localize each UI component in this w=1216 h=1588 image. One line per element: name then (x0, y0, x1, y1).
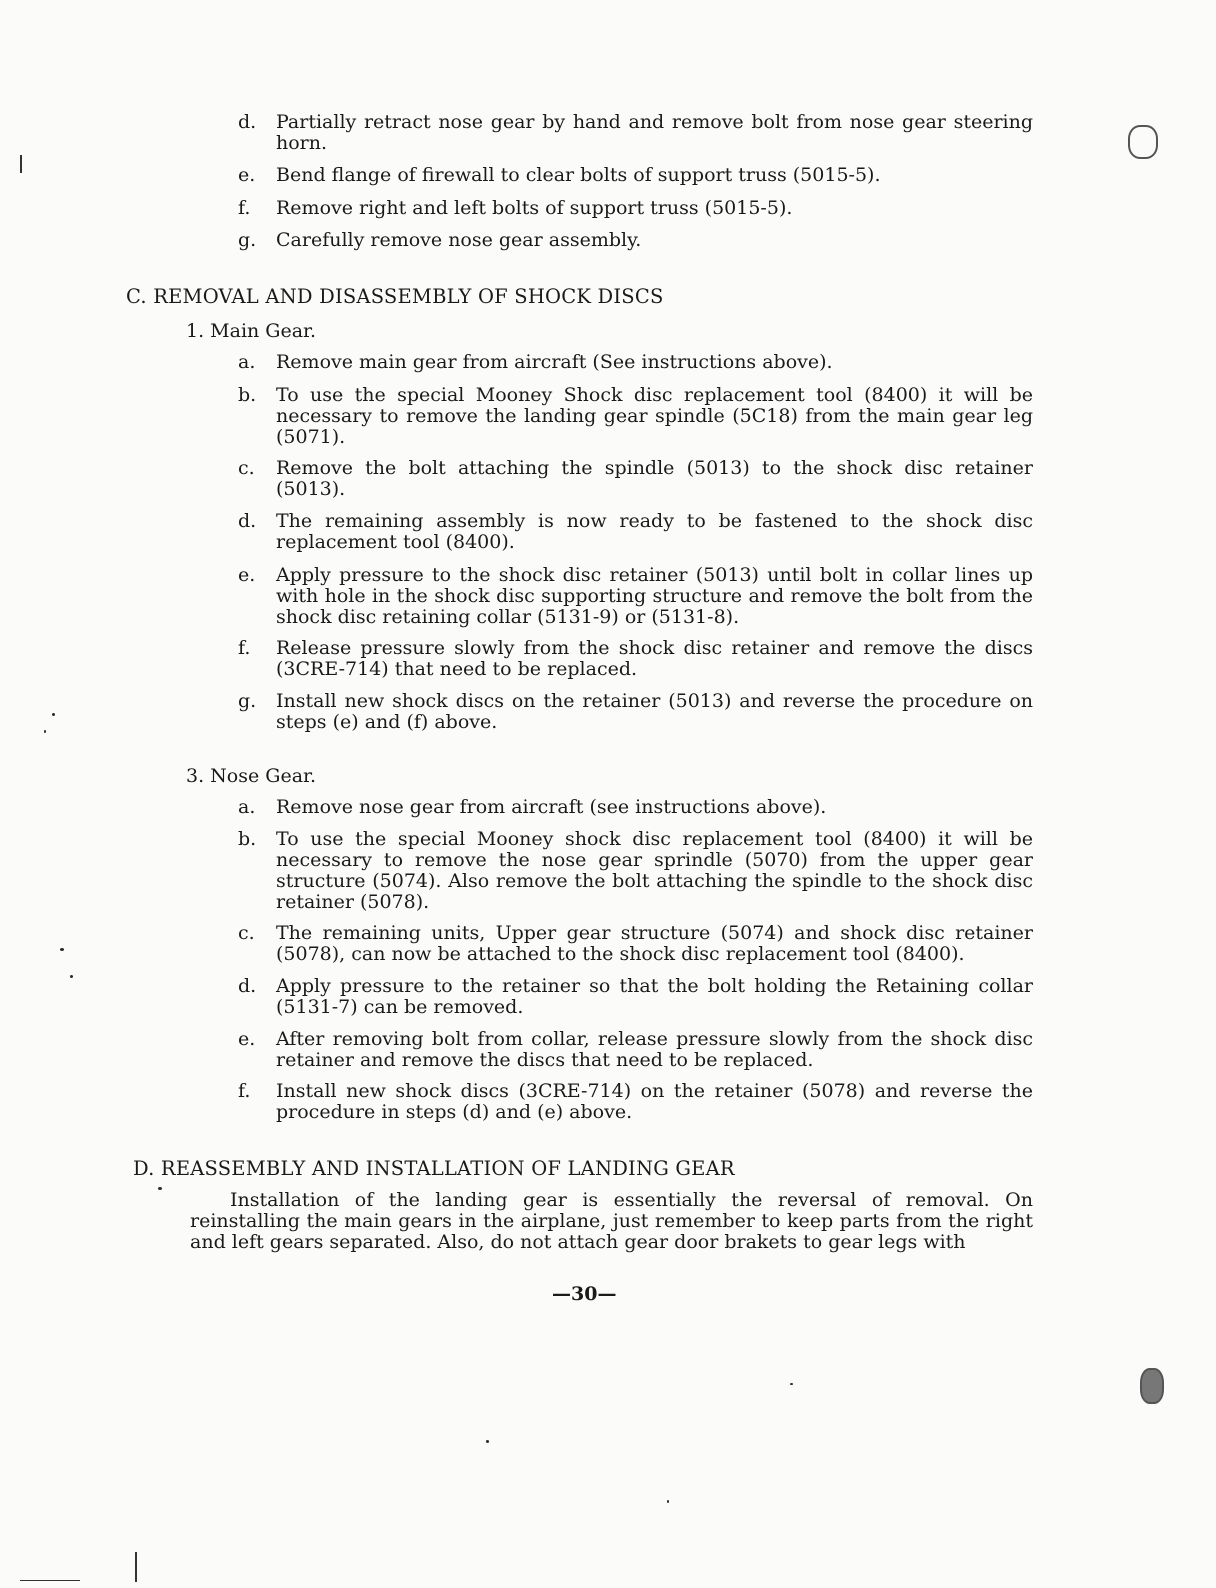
scan-mark (20, 1580, 80, 1581)
item-text: Remove right and left bolts of support truss (5015-5). (276, 197, 793, 219)
item-text: To use the special Mooney Shock disc replacement tool (8400) it will be necessary to remove the landing gear spindle (5C18) from the main gear leg (5071). (276, 384, 1033, 448)
item-letter: a. (238, 351, 256, 373)
list-item (238, 1029, 1033, 1071)
item-letter: d. (238, 975, 257, 997)
subsection-heading-nose-gear: 3. Nose Gear. (186, 765, 317, 787)
subsection-heading-main-gear: 1. Main Gear. (186, 320, 317, 342)
item-letter: d. (238, 510, 257, 532)
item-letter: d. (238, 111, 257, 133)
item-text: Release pressure slowly from the shock disc retainer and remove the discs (3CRE-714) that need to be replaced. (276, 637, 1033, 680)
item-text: Remove nose gear from aircraft (see instructions above). (276, 796, 827, 818)
list-item (238, 112, 1033, 154)
item-text: To use the special Mooney shock disc replacement tool (8400) it will be necessary to remove the nose gear sprindle (5070) from the upper gear structure (5074). Also remove the bolt attaching the spindle to the shock disc retainer (5078). (276, 828, 1033, 913)
item-text: Apply pressure to the shock disc retainer (5013) until bolt in collar lines up with hole in the shock disc supporting structure and remove the bolt from the shock disc retaining collar (5131-9) or (5131-8). (276, 564, 1033, 628)
item-letter: f. (238, 197, 251, 219)
scan-mark (135, 1552, 137, 1582)
section-d-paragraph: Installation of the landing gear is essentially the reversal of removal. On reinstalling the main gears in the airplane, just remember to keep parts from the right and left gears separated. Also, do not attach gear door brakets to gear legs with (190, 1189, 1033, 1253)
scan-speck (60, 948, 64, 951)
item-text: Remove main gear from aircraft (See instructions above). (276, 351, 833, 373)
scan-speck (667, 1500, 669, 1503)
item-text: The remaining assembly is now ready to be fastened to the shock disc replacement tool (8400). (276, 510, 1033, 553)
list-item (238, 638, 1033, 680)
list-item (238, 565, 1033, 628)
item-text: The remaining units, Upper gear structure (5074) and shock disc retainer (5078), can now be attached to the shock disc replacement tool (8400). (276, 922, 1033, 965)
list-item (238, 198, 1033, 219)
item-text: Install new shock discs (3CRE-714) on the retainer (5078) and reverse the procedure in steps (d) and (e) above. (276, 1080, 1033, 1123)
list-item (238, 691, 1033, 733)
item-letter: g. (238, 690, 257, 712)
scan-speck (44, 730, 46, 733)
scan-speck (486, 1440, 489, 1443)
binder-hole (1128, 125, 1158, 159)
scan-speck (790, 1383, 793, 1385)
list-item (238, 923, 1033, 965)
item-text: Bend flange of firewall to clear bolts of support truss (5015-5). (276, 164, 881, 186)
list-item (238, 230, 1033, 251)
item-letter: c. (238, 457, 255, 479)
list-item (238, 511, 1033, 553)
scan-speck (52, 713, 55, 716)
list-item (238, 829, 1033, 913)
item-text: Carefully remove nose gear assembly. (276, 229, 642, 251)
item-letter: e. (238, 1028, 256, 1050)
section-heading-c: C. REMOVAL AND DISASSEMBLY OF SHOCK DISCS (126, 285, 664, 308)
scan-speck (158, 1187, 162, 1190)
scan-speck (70, 975, 73, 978)
list-item (238, 976, 1033, 1018)
list-item (238, 352, 1033, 373)
list-item (238, 165, 1033, 186)
item-letter: f. (238, 637, 251, 659)
page-number: —30— (552, 1283, 617, 1305)
item-text: Apply pressure to the retainer so that the bolt holding the Retaining collar (5131-7) can be removed. (276, 975, 1033, 1018)
scan-mark (20, 155, 22, 173)
item-text: After removing bolt from collar, release pressure slowly from the shock disc retainer and remove the discs that need to be replaced. (276, 1028, 1033, 1071)
list-item (238, 1081, 1033, 1123)
item-letter: a. (238, 796, 256, 818)
item-letter: e. (238, 164, 256, 186)
item-letter: b. (238, 384, 257, 406)
item-text: Partially retract nose gear by hand and remove bolt from nose gear steering horn. (276, 111, 1033, 154)
section-heading-d: D. REASSEMBLY AND INSTALLATION OF LANDING GEAR (133, 1157, 735, 1180)
item-letter: e. (238, 564, 256, 586)
list-item (238, 458, 1033, 500)
item-text: Remove the bolt attaching the spindle (5013) to the shock disc retainer (5013). (276, 457, 1033, 500)
item-letter: c. (238, 922, 255, 944)
item-letter: b. (238, 828, 257, 850)
item-text: Install new shock discs on the retainer (5013) and reverse the procedure on steps (e) and (f) above. (276, 690, 1033, 733)
item-letter: g. (238, 229, 257, 251)
list-item (238, 385, 1033, 448)
list-item (238, 797, 1033, 818)
item-letter: f. (238, 1080, 251, 1102)
binder-hole (1140, 1368, 1164, 1404)
